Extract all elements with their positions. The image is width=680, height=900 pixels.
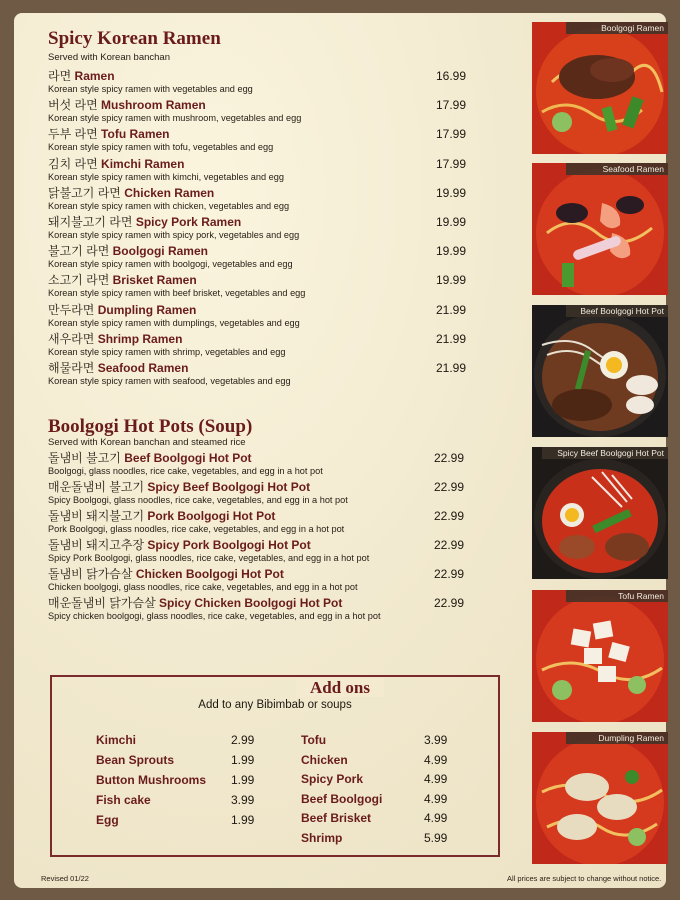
item-english-name: Mushroom Ramen — [101, 98, 206, 113]
addons-title: Add ons — [0, 678, 680, 698]
price-disclaimer: All prices are subject to change without notice. — [507, 874, 662, 883]
item-description: Korean style spicy ramen with shrimp, vegetables and egg — [48, 346, 286, 357]
photo-label: Seafood Ramen — [566, 163, 668, 175]
addon-name: Kimchi — [96, 733, 137, 747]
item-korean-name: 돼지불고기 라면 — [48, 215, 133, 229]
item-price: 17.99 — [436, 127, 467, 142]
item-korean-name: 버섯 라면 — [48, 98, 98, 113]
addon-price: 3.99 — [231, 793, 255, 807]
item-english-name: Spicy Chicken Boolgogi Hot Pot — [159, 596, 343, 610]
item-name — [48, 451, 468, 465]
menu-item — [48, 480, 468, 506]
addon-name: Tofu — [301, 733, 327, 747]
hotpot-section-title: Boolgogi Hot Pots (Soup) — [48, 416, 253, 437]
photo-label: Beef Boolgogi Hot Pot — [566, 305, 668, 317]
item-description: Korean style spicy ramen with boolgogi, vegetables and egg — [48, 259, 293, 270]
item-korean-name: 매운돌냄비 닭가슴살 — [48, 596, 156, 610]
item-korean-name: 해물라면 — [48, 361, 95, 375]
addon-name: Spicy Pork — [301, 772, 364, 787]
item-english-name: Seafood Ramen — [97, 361, 189, 375]
item-price: 17.99 — [436, 156, 467, 171]
item-description: Pork Boolgogi, glass noodles, rice cake, vegetables, and egg in a hot pot — [48, 524, 345, 534]
item-name — [48, 332, 468, 346]
item-description: Spicy Pork Boolgogi, glass noodles, rice cake, vegetables, and egg in a hot pot — [48, 553, 370, 563]
item-korean-name: 불고기 라면 — [48, 244, 110, 259]
item-description: Korean style spicy ramen with chicken, vegetables and egg — [48, 200, 290, 211]
addon-price: 3.99 — [424, 733, 448, 747]
addon-name: Beef Brisket — [301, 811, 372, 826]
revised-date: Revised 01/22 — [41, 874, 89, 883]
item-english-name: Pork Boolgogi Hot Pot — [147, 509, 276, 523]
item-english-name: Boolgogi Ramen — [112, 244, 208, 259]
menu-item — [48, 157, 468, 183]
menu-item — [48, 538, 468, 564]
addon-name: Chicken — [301, 752, 348, 767]
item-english-name: Spicy Pork Boolgogi Hot Pot — [147, 538, 311, 552]
photo-boolgogi-ramen — [532, 22, 668, 154]
item-korean-name: 김치 라면 — [48, 156, 98, 171]
dumpling-ramen-image — [532, 732, 668, 864]
menu-item — [48, 451, 468, 477]
menu-item — [48, 361, 468, 387]
addons-subtitle: Add to any Bibimbab or soups — [198, 699, 352, 711]
item-description: Boolgogi, glass noodles, rice cake, vegetables, and egg in a hot pot — [48, 466, 323, 476]
item-price: 19.99 — [436, 244, 467, 259]
menu-item — [48, 273, 468, 299]
item-english-name: Ramen — [74, 69, 115, 83]
item-price: 21.99 — [436, 302, 467, 317]
item-name — [48, 361, 468, 375]
item-name — [48, 157, 468, 171]
item-price: 19.99 — [436, 185, 467, 200]
hotpot-section-subtitle: Served with Korean banchan and steamed rice — [48, 437, 246, 448]
item-name — [48, 567, 468, 581]
item-english-name: Kimchi Ramen — [101, 156, 185, 171]
item-price: 21.99 — [436, 361, 467, 375]
tofu-ramen-image — [532, 590, 668, 722]
menu-item — [48, 244, 468, 270]
addon-price: 4.99 — [424, 772, 448, 787]
item-korean-name: 매운돌냄비 불고기 — [48, 480, 145, 494]
item-english-name: Chicken Boolgogi Hot Pot — [135, 567, 284, 581]
item-price: 19.99 — [436, 215, 467, 229]
addon-name: Fish cake — [96, 793, 151, 807]
photo-label: Spicy Beef Boolgogi Hot Pot — [542, 447, 668, 459]
photo-label: Tofu Ramen — [566, 590, 668, 602]
item-name — [48, 303, 468, 317]
spicy-beef-hot-pot-image — [532, 447, 668, 579]
item-korean-name: 돌냄비 닭가슴살 — [48, 567, 133, 581]
item-name — [48, 480, 468, 494]
item-name — [48, 215, 468, 229]
photo-label: Boolgogi Ramen — [566, 22, 668, 34]
item-english-name: Spicy Beef Boolgogi Hot Pot — [147, 480, 311, 494]
item-price: 22.99 — [434, 451, 465, 465]
item-description: Spicy Boolgogi, glass noodles, rice cake, vegetables, and egg in a hot pot — [48, 495, 348, 505]
photo-seafood-ramen — [532, 163, 668, 295]
item-korean-name: 라면 — [48, 69, 72, 83]
addon-price: 5.99 — [424, 831, 448, 845]
boolgogi-ramen-image — [532, 22, 668, 154]
item-description: Korean style spicy ramen with dumplings, vegetables and egg — [48, 317, 300, 328]
item-english-name: Shrimp Ramen — [97, 331, 183, 346]
item-description: Korean style spicy ramen with mushroom, vegetables and egg — [48, 113, 302, 124]
photo-dumpling-ramen — [532, 732, 668, 864]
addon-name: Shrimp — [301, 831, 343, 845]
item-price: 21.99 — [436, 331, 467, 346]
beef-hot-pot-image — [532, 305, 668, 437]
item-price: 19.99 — [436, 273, 467, 288]
item-english-name: Beef Boolgogi Hot Pot — [124, 451, 252, 465]
item-price: 22.99 — [434, 538, 465, 552]
item-price: 17.99 — [436, 98, 467, 113]
item-name — [48, 98, 468, 112]
item-korean-name: 두부 라면 — [48, 127, 98, 142]
menu-item — [48, 596, 468, 622]
item-name — [48, 69, 468, 83]
item-name — [48, 509, 468, 523]
item-english-name: Spicy Pork Ramen — [135, 215, 242, 229]
addon-price: 1.99 — [231, 753, 255, 767]
item-name — [48, 127, 468, 141]
menu-item — [48, 332, 468, 358]
item-description: Korean style spicy ramen with vegetables and egg — [48, 84, 253, 94]
item-korean-name: 소고기 라면 — [48, 273, 110, 288]
menu-item — [48, 186, 468, 212]
menu-item — [48, 69, 468, 95]
item-korean-name: 새우라면 — [48, 331, 95, 346]
item-name — [48, 273, 468, 287]
item-description: Chicken boolgogi, glass noodles, rice cake, vegetables, and egg in a hot pot — [48, 582, 358, 592]
item-description: Spicy chicken boolgogi, glass noodles, rice cake, vegetables, and egg in a hot pot — [48, 611, 381, 621]
item-korean-name: 만두라면 — [48, 302, 95, 317]
item-price: 22.99 — [434, 480, 465, 494]
item-price: 22.99 — [434, 509, 465, 523]
item-name — [48, 244, 468, 258]
item-description: Korean style spicy ramen with tofu, vegetables and egg — [48, 142, 274, 153]
ramen-section-subtitle: Served with Korean banchan — [48, 52, 170, 63]
addon-price: 4.99 — [424, 791, 448, 806]
menu-item — [48, 303, 468, 329]
item-english-name: Brisket Ramen — [112, 273, 197, 288]
addon-name: Beef Boolgogi — [301, 791, 383, 806]
item-name — [48, 596, 468, 610]
item-english-name: Dumpling Ramen — [97, 302, 197, 317]
item-description: Korean style spicy ramen with seafood, vegetables and egg — [48, 376, 291, 386]
item-english-name: Tofu Ramen — [101, 127, 170, 142]
item-korean-name: 돌냄비 돼지불고기 — [48, 509, 145, 523]
addon-price: 1.99 — [231, 773, 255, 787]
item-description: Korean style spicy ramen with beef brisket, vegetables and egg — [48, 288, 306, 299]
photo-label: Dumpling Ramen — [566, 732, 668, 744]
seafood-ramen-image — [532, 163, 668, 295]
item-price: 22.99 — [434, 596, 465, 610]
photo-beef-hot-pot — [532, 305, 668, 437]
item-korean-name: 돌냄비 돼지고추장 — [48, 538, 145, 552]
menu-item — [48, 567, 468, 593]
item-english-name: Chicken Ramen — [124, 185, 215, 200]
item-korean-name: 돌냄비 불고기 — [48, 451, 121, 465]
addon-price: 4.99 — [424, 811, 448, 826]
addon-price: 2.99 — [231, 733, 255, 747]
item-price: 22.99 — [434, 567, 465, 581]
menu-item — [48, 215, 468, 241]
menu-item — [48, 98, 468, 124]
addon-name: Egg — [96, 813, 119, 827]
item-description: Korean style spicy ramen with kimchi, vegetables and egg — [48, 171, 284, 182]
menu-item — [48, 509, 468, 535]
addon-price: 4.99 — [424, 752, 448, 767]
photo-spicy-beef-hot-pot — [532, 447, 668, 579]
menu-item — [48, 127, 468, 153]
item-name — [48, 186, 468, 200]
addon-price: 1.99 — [231, 813, 255, 827]
addon-name: Bean Sprouts — [96, 753, 175, 767]
item-price: 16.99 — [436, 69, 467, 83]
addon-name: Button Mushrooms — [96, 773, 206, 787]
item-korean-name: 닭불고기 라면 — [48, 185, 121, 200]
item-name — [48, 538, 468, 552]
item-description: Korean style spicy ramen with spicy pork, vegetables and egg — [48, 230, 300, 240]
ramen-section-title: Spicy Korean Ramen — [48, 28, 221, 49]
photo-tofu-ramen — [532, 590, 668, 722]
